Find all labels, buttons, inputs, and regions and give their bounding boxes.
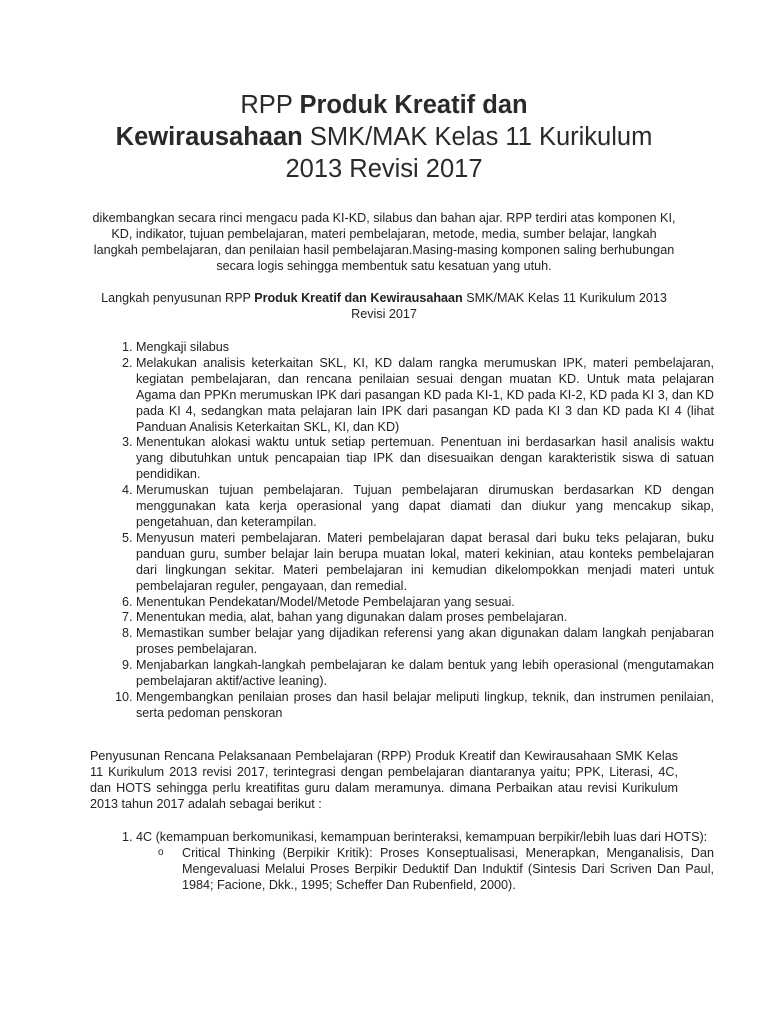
sub-list-item-text: Critical Thinking (Berpikir Kritik): Proses Konseptualisasi, Menerapkan, Menganalisis, Dan Mengevaluasi Melalui Proses Berpikir Deduktif Dan Induktif (Sintesis Dari Scriven Dan Paul, 1984; Facione, Dkk., 1995; Scheffer Dan Rubenfield, 2000). (182, 846, 714, 892)
list-item: 1. Mengkaji silabus (136, 340, 714, 356)
list-item: 5. Menyusun materi pembelajaran. Materi pembelajaran dapat berasal dari buku teks pelajaran, buku panduan guru, sumber belajar lain berupa muatan lokal, materi kekinian, atau konteks pembelajaran dari lingkungan sekitar. Materi pembelajaran ini kemudian dikelompokkan menjadi materi untuk pembelajaran reguler, pengayaan, dan remedial. (136, 531, 714, 595)
list-item-4c-text: 4C (kemampuan berkomunikasi, kemampuan berinteraksi, kemampuan berpikir/lebih luas dari HOTS): (136, 830, 708, 844)
document-title (90, 89, 678, 185)
list-item: 2. Melakukan analisis keterkaitan SKL, KI, KD dalam rangka merumuskan IPK, materi pembelajaran, kegiatan pembelajaran, dan rencana penilaian sesuai dengan muatan KD. Untuk mata pelajaran Agama dan PPKn merumuskan IPK dari pasangan KD pada KI-1, KD pada KI-2, KD pada KI 3, dan KD pada KI 4, sedangkan mata pelajaran lain IPK dari pasangan KD pada KI 3 dan KD pada KI 4 (lihat Panduan Analisis Keterkaitan SKL, KI, dan KD) (136, 356, 714, 436)
title-suffix-1: SMK/MAK Kelas 11 Kurikulum (309, 123, 653, 151)
list-item: 10. Mengembangkan penilaian proses dan hasil belajar meliputi lingkup, teknik, dan instrumen penilaian, serta pedoman penskoran (136, 690, 714, 722)
circle-bullet-icon: o (158, 847, 164, 858)
penyusunan-paragraph: Penyusunan Rencana Pelaksanaan Pembelajaran (RPP) Produk Kreatif dan Kewirausahaan SMK Kelas 11 Kurikulum 2013 revisi 2017, terintegrasi dengan pembelajaran diantaranya yaitu; PPK, Literasi, 4C, dan HOTS sehingga perlu kreatifitas guru dalam meramunya. dimana Perbaikan atau revisi Kurikulum 2013 tahun 2017 adalah sebagai berikut : (90, 749, 678, 811)
list-item-4c (136, 829, 714, 893)
title-bold-1: Produk Kreatif dan (299, 91, 528, 119)
langkah-prefix: Langkah penyusunan RPP (101, 291, 251, 305)
intro-paragraph: dikembangkan secara rinci mengacu pada KI-KD, silabus dan bahan ajar. RPP terdiri atas komponen KI, KD, indikator, tujuan pembelajaran, materi pembelajaran, metode, media, sumber belajar, langkah langkah pembelajaran, dan penilaian hasil pembelajaran.Masing-masing komponen saling berhubungan secara logis sehingga membentuk satu kesatuan yang utuh. (92, 211, 676, 273)
list-item: 8. Memastikan sumber belajar yang dijadikan referensi yang akan digunakan dalam langkah penjabaran proses pembelajaran. (136, 626, 714, 658)
list-item: 3. Menentukan alokasi waktu untuk setiap pertemuan. Penentuan ini berdasarkan hasil analisis waktu yang dibutuhkan untuk pencapaian tiap IPK dan disesuaikan dengan karakteristik siswa di satuan pendidikan. (136, 435, 714, 483)
revisi-list (100, 829, 714, 893)
langkah-bold: Produk Kreatif dan Kewirausahaan (254, 291, 463, 305)
list-item: 9. Menjabarkan langkah-langkah pembelajaran ke dalam bentuk yang lebih operasional (mengutamakan pembelajaran aktif/active leaning). (136, 658, 714, 690)
list-item: 6. Menentukan Pendekatan/Model/Metode Pembelajaran yang sesuai. (136, 595, 714, 611)
sub-list-item (158, 845, 714, 893)
langkah-suffix: SMK/MAK Kelas 11 Kurikulum 2013 Revisi 2017 (351, 291, 667, 321)
title-bold-2: Kewirausahaan (115, 123, 303, 151)
list-item: 4. Merumuskan tujuan pembelajaran. Tujuan pembelajaran dirumuskan berdasarkan KD dengan menggunakan kata kerja operasional yang dapat diamati dan diukur yang mencakup sikap, pengetahuan, dan keterampilan. (136, 483, 714, 531)
langkah-heading (90, 290, 678, 322)
title-suffix-2: 2013 Revisi 2017 (285, 155, 483, 183)
title-prefix: RPP (240, 91, 293, 119)
sub-list (136, 845, 714, 893)
list-item: 7. Menentukan media, alat, bahan yang digunakan dalam proses pembelajaran. (136, 610, 714, 626)
steps-list (100, 340, 714, 722)
